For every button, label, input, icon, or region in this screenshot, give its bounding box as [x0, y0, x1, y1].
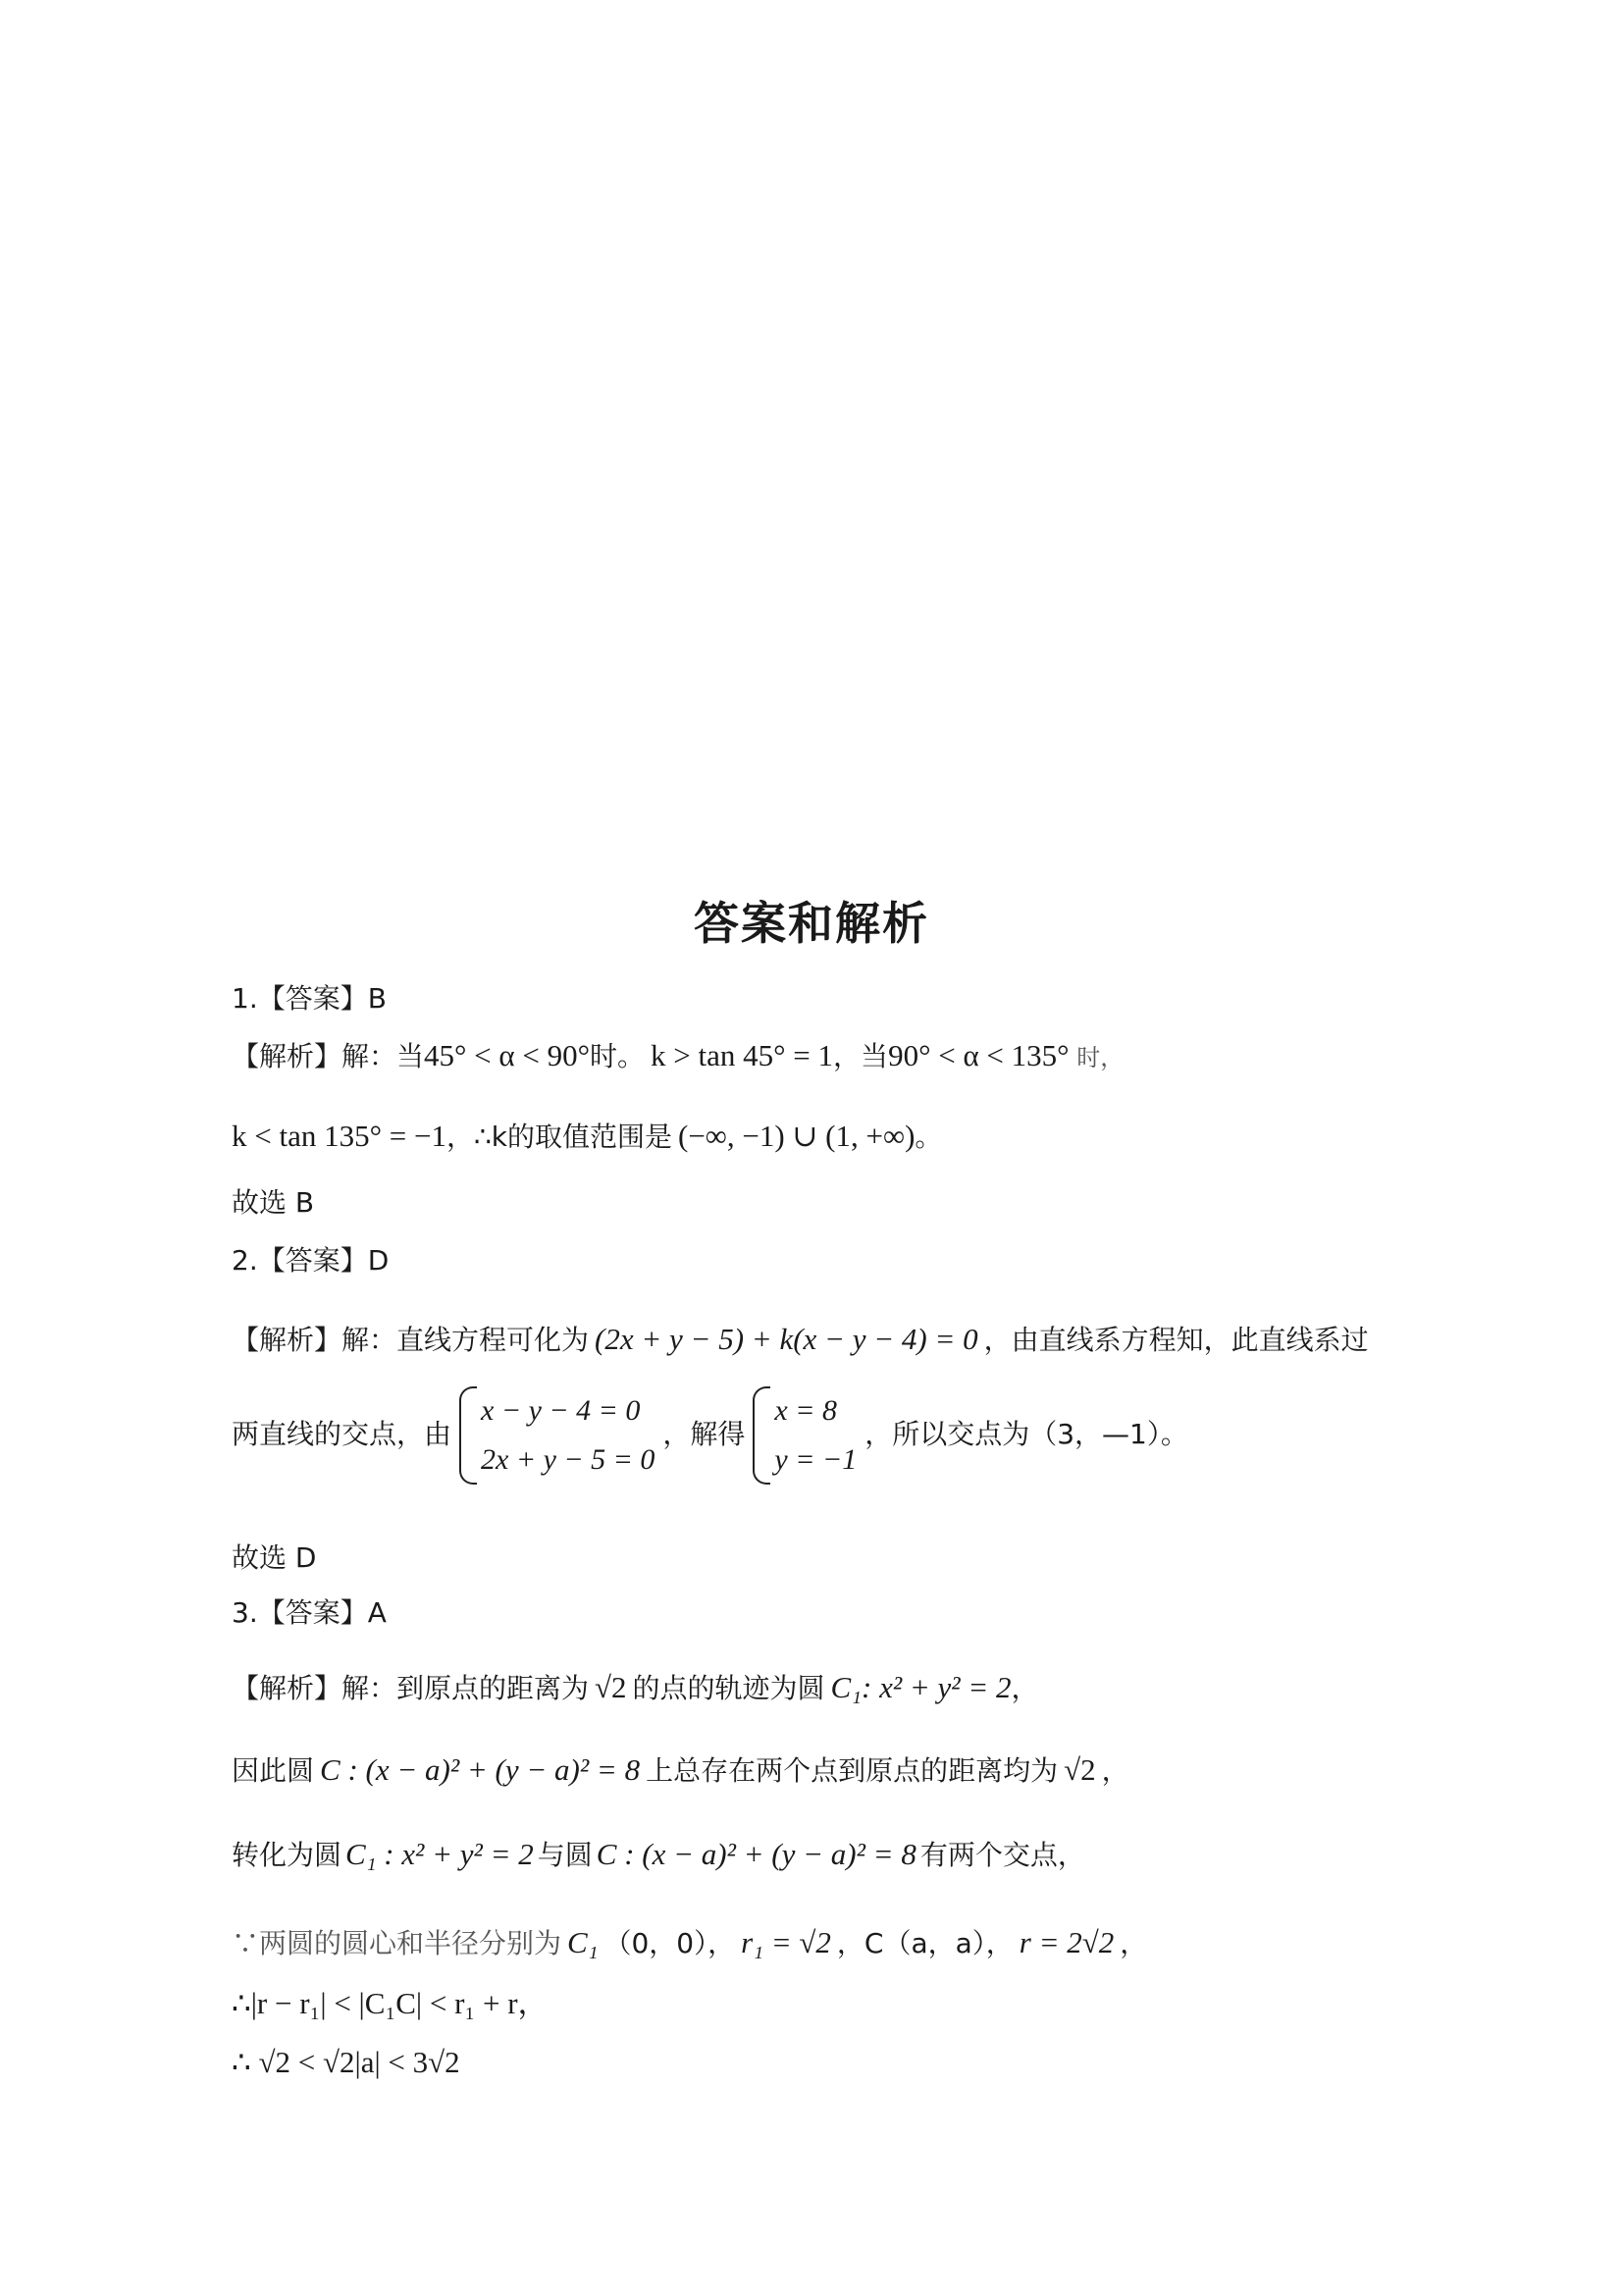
q3-analysis-label: 【解析】解：到原点的距离为: [232, 1672, 590, 1704]
q1-text: 时，: [1069, 1044, 1125, 1071]
q1-angle-range-2: 90° < α < 135°: [888, 1038, 1070, 1072]
q3-text: ∵两圆的圆心和半径分别为: [232, 1927, 562, 1959]
q3-analysis-line-1: [232, 1670, 1039, 1706]
q2-solution-system: [753, 1386, 857, 1485]
q1-angle-range-1: 45° < α < 90°: [424, 1038, 591, 1072]
system-row: x = 8: [774, 1394, 837, 1427]
q3-analysis-line-3: [232, 1837, 1085, 1873]
q1-slope-condition-2: k < tan 135° = −1: [232, 1119, 446, 1153]
q1-analysis-line-1: [232, 1038, 1124, 1075]
q2-answer: 2.【答案】D: [232, 1244, 390, 1277]
q1-analysis-label: 【解析】解：当: [232, 1040, 425, 1072]
q1-text: ，当: [833, 1040, 889, 1072]
q1-conclusion: 故选 B: [232, 1186, 315, 1219]
system-row: 2x + y − 5 = 0: [481, 1443, 655, 1476]
left-brace: [753, 1386, 770, 1485]
q3-text: 有两个交点，: [919, 1839, 1085, 1871]
q3-text: （0，0），: [603, 1927, 736, 1959]
q1-text: 。: [915, 1121, 943, 1153]
q1-k-range: (−∞, −1) ∪ (1, +∞): [678, 1119, 916, 1153]
q3-analysis-line-6: [232, 2045, 460, 2081]
q3-text: 转化为圆: [232, 1839, 342, 1871]
q3-text: 与圆: [537, 1839, 593, 1871]
q3-text: ，: [1101, 1754, 1129, 1787]
q3-text: 上总存在两个点到原点的距离均为: [646, 1754, 1059, 1787]
system-row: x − y − 4 = 0: [481, 1394, 641, 1427]
q3-circle-c1: C₁ : x² + y² = 2: [345, 1837, 534, 1871]
q3-text: 因此圆: [232, 1754, 315, 1787]
q2-line-family-equation: (2x + y − 5) + k(x − y − 4) = 0: [595, 1322, 978, 1356]
q2-text: ，由直线系方程知，此直线系过: [983, 1324, 1369, 1356]
q1-text: 时。: [590, 1040, 646, 1072]
q3-circle-c: C : (x − a)² + (y − a)² = 8: [320, 1752, 641, 1787]
q1-analysis-line-2: [232, 1119, 942, 1155]
q2-analysis-label: 【解析】解：直线方程可化为: [232, 1324, 590, 1356]
q3-analysis-line-5: [232, 1986, 549, 2022]
q3-analysis-line-4: [232, 1925, 1147, 1961]
left-brace: [459, 1386, 477, 1485]
q2-text: ，解得: [662, 1418, 746, 1450]
q1-answer: 1.【答案】B: [232, 982, 387, 1015]
q2-text: ，所以交点为（3，—1）。: [864, 1418, 1188, 1450]
q1-text: ，∴k的取值范围是: [445, 1121, 672, 1153]
q2-conclusion: 故选 D: [232, 1541, 317, 1574]
page-title: 答案和解析: [694, 897, 929, 950]
system-row: y = −1: [774, 1443, 858, 1476]
q3-text: ，: [1011, 1672, 1039, 1704]
q3-circle-c1: C₁: x² + y² = 2: [830, 1670, 1012, 1704]
q3-final-inequality: ∴ √2 < √2|a| < 3√2: [232, 2045, 460, 2079]
q3-center-c1: C₁: [567, 1925, 599, 1959]
q2-equation-system: [459, 1386, 654, 1485]
q3-radius-r: r = 2√2: [1019, 1925, 1115, 1959]
q3-distance-inequality: ∴|r − r₁| < |C₁C| < r₁ + r，: [232, 1986, 549, 2020]
q1-slope-condition-1: k > tan 45° = 1: [651, 1038, 834, 1072]
q3-answer: 3.【答案】A: [232, 1596, 387, 1629]
q3-text: ，C（a，a），: [836, 1927, 1014, 1959]
q3-text: 的点的轨迹为圆: [632, 1672, 825, 1704]
q2-analysis-line-2: [232, 1385, 1188, 1485]
q3-radius-r1: r₁ = √2: [741, 1925, 831, 1959]
q3-circle-c: C : (x − a)² + (y − a)² = 8: [596, 1837, 916, 1871]
q3-text: ，: [1120, 1927, 1148, 1959]
q2-text: 两直线的交点，由: [232, 1418, 452, 1450]
q3-sqrt-two: √2: [1064, 1752, 1096, 1787]
q2-analysis-line-1: [232, 1322, 1369, 1358]
q3-analysis-line-2: [232, 1752, 1129, 1789]
q3-sqrt-two: √2: [595, 1670, 627, 1704]
